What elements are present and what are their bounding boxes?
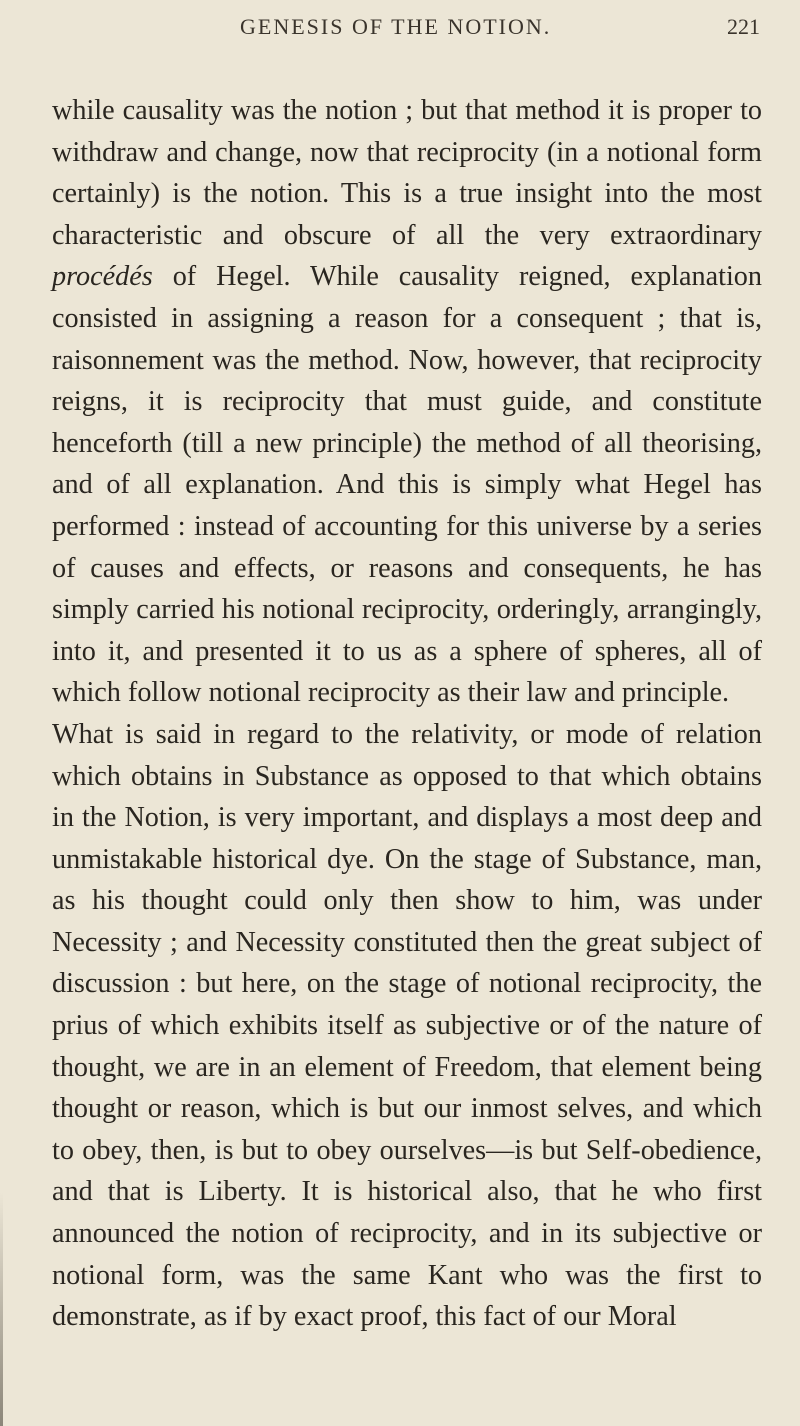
running-head bbox=[52, 12, 762, 60]
page-number: 221 bbox=[727, 14, 760, 39]
book-page bbox=[0, 12, 800, 1426]
paragraph-1-part-1: while causality was the notion ; but that method it is proper to withdraw and change, now that reciprocity (in a notional form certainly) is the notion. This is a true insight into the most characteristic and obscure of all the very extraordinary bbox=[52, 95, 762, 251]
paragraph-1-part-2: of Hegel. While causality reigned, explanation consisted in assigning a reason for a consequent ; that is, raisonnement was the method. Now, however, that reciprocity reigns, it is reciprocity that must guide, and constitute henceforth (till a new principle) the method of all theorising, and of all explanation. And this is simply what Hegel has performed : instead of accounting for this universe by a series of causes and effects, or reasons and consequents, he has simply carried his notional reciprocity, orderingly, arrangingly, into it, and presented it to us as a sphere of spheres, all of which follow notional reciprocity as their law and principle. bbox=[52, 261, 762, 709]
paragraph-2: What is said in regard to the relativity, or mode of relation which obtains in Substance as opposed to that which obtains in the Notion, is very important, and displays a most deep and unmistakable historical dye. On the stage of Substance, man, as his thought could only then show to him, was under Necessity ; and Necessity constituted then the great subject of discussion : but here, on the stage of notional reciprocity, the prius of which exhibits itself as subjective or of the nature of thought, we are in an element of Freedom, that element being thought or reason, which is but our inmost selves, and which to obey, then, is but to obey ourselves—is but Self-obedience, and that is Liberty. It is historical also, that he who first announced the notion of reciprocity, and in its subjective or notional form, was the same Kant who was the first to demonstrate, as if by exact proof, this fact of our Moral bbox=[52, 718, 762, 1333]
paragraph-1 bbox=[52, 90, 762, 714]
running-title: GENESIS OF THE NOTION. bbox=[240, 14, 552, 39]
italic-term: procédés bbox=[52, 261, 153, 293]
binding-shadow bbox=[0, 1192, 3, 1426]
body-text bbox=[52, 90, 762, 1338]
